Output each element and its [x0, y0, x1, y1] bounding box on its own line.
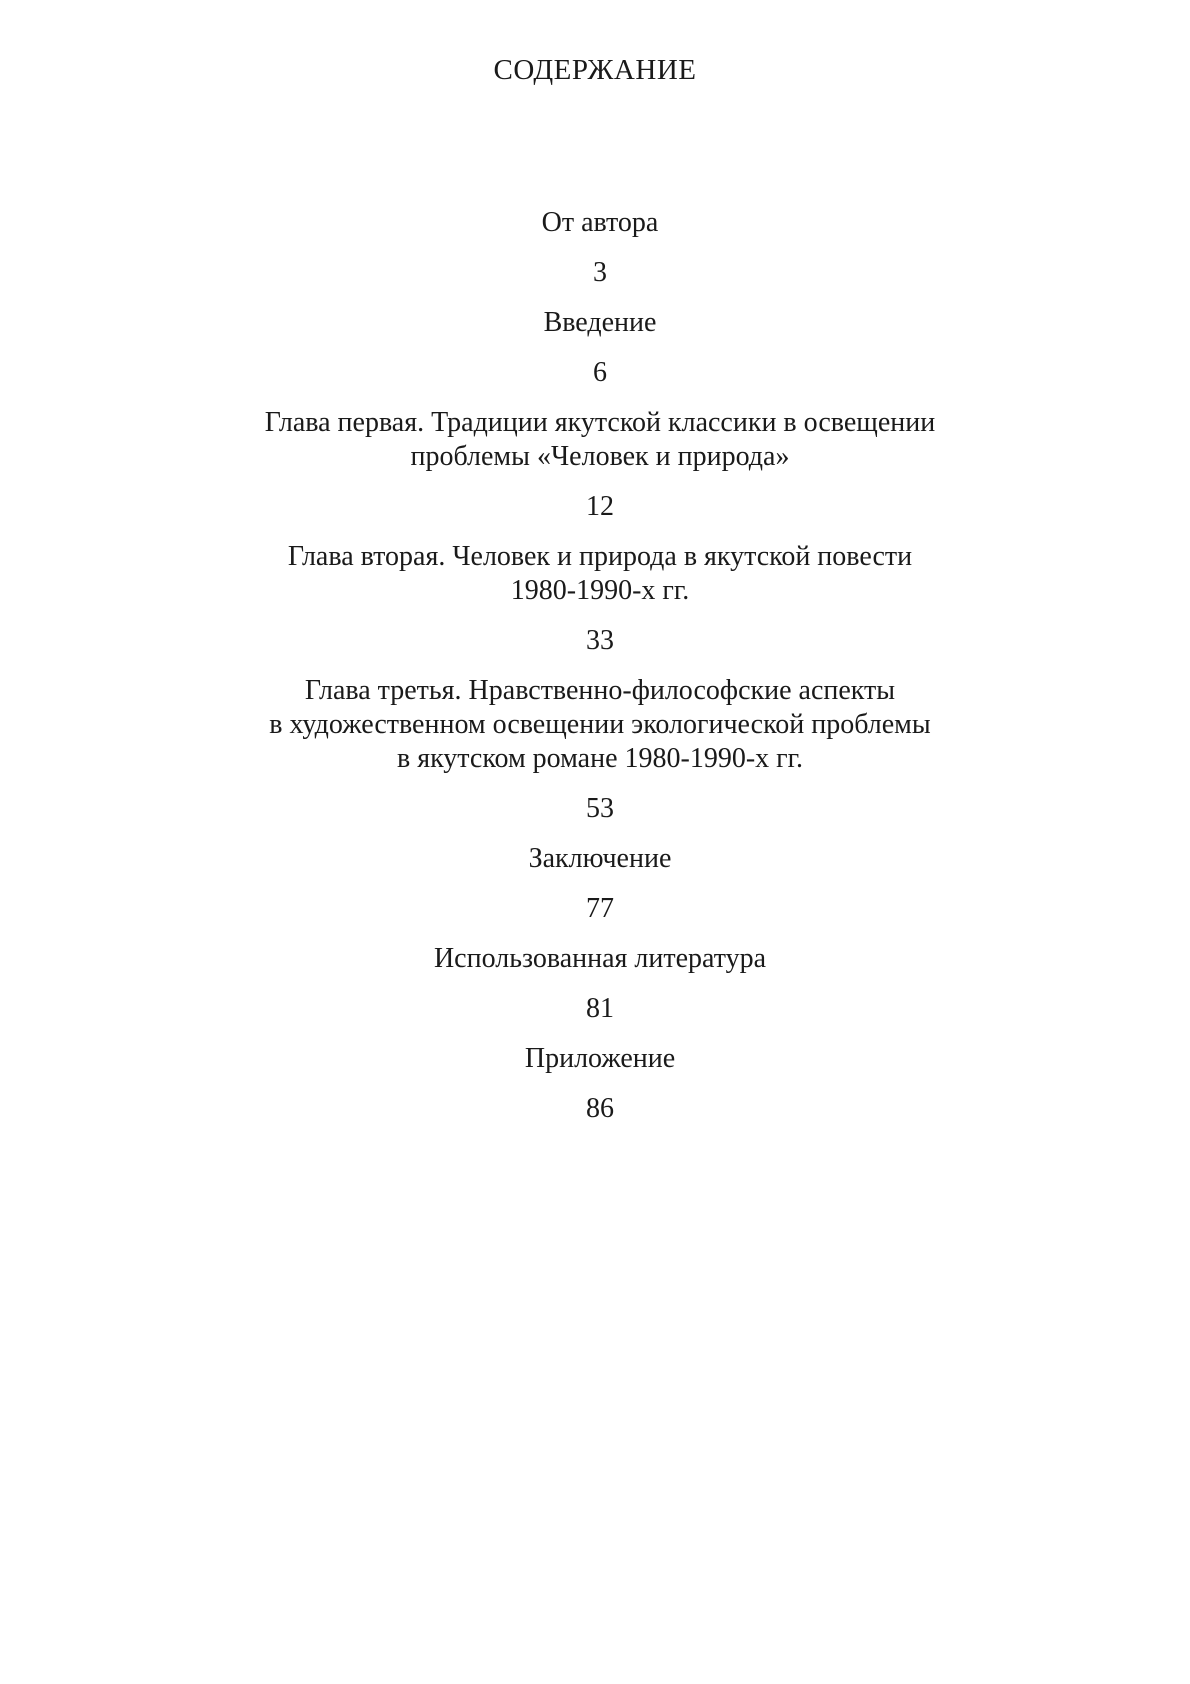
toc-entry-title — [160, 206, 1040, 240]
toc-entry-title-line: в художественном освещении экологической проблемы — [269, 709, 931, 740]
toc-entry-page-number: 12 — [586, 491, 614, 522]
toc-entry-title-line: Глава вторая. Человек и природа в якутской повести — [287, 541, 913, 572]
toc-entry-page-number: 86 — [586, 1093, 614, 1124]
toc-entry-chapter-two — [160, 540, 1040, 658]
toc-entry-title — [160, 674, 1040, 776]
toc-entry-introduction — [160, 306, 1040, 390]
toc-entry-page-number: 6 — [593, 357, 607, 388]
toc-entry-chapter-one — [160, 406, 1040, 524]
toc-entry-conclusion — [160, 842, 1040, 926]
toc-entry-title — [160, 540, 1040, 608]
toc-entry-bibliography — [160, 942, 1040, 1026]
toc-entry-title-line: Введение — [543, 307, 657, 338]
toc-entry-from-author — [160, 206, 1040, 290]
toc-entry-title — [160, 842, 1040, 876]
toc-entry-title-line: Глава третья. Нравственно-философские аспекты — [304, 675, 896, 706]
toc-entry-title-line: Глава первая. Традиции якутской классики в освещении — [264, 407, 936, 438]
toc-entry-page-number: 53 — [586, 793, 614, 824]
toc-entry-title-line: Использованная литература — [433, 943, 767, 974]
page-title: СОДЕРЖАНИЕ — [493, 54, 697, 86]
toc-entry-chapter-three — [160, 674, 1040, 826]
toc-entry-page-number: 81 — [586, 993, 614, 1024]
toc-entry-title — [160, 406, 1040, 474]
toc-entry-title-line: Приложение — [524, 1043, 676, 1074]
table-of-contents — [160, 206, 1040, 1142]
toc-entry-title — [160, 942, 1040, 976]
toc-entry-title-line: Заключение — [528, 843, 672, 874]
toc-entry-title — [160, 306, 1040, 340]
toc-entry-page-number: 3 — [593, 257, 607, 288]
toc-entry-title — [160, 1042, 1040, 1076]
toc-entry-title-line: в якутском романе 1980-1990-х гг. — [397, 743, 803, 774]
toc-entry-appendix — [160, 1042, 1040, 1126]
toc-entry-title-line: От автора — [541, 207, 659, 238]
toc-entry-title-line: 1980-1990-х гг. — [510, 575, 690, 606]
toc-entry-page-number: 77 — [586, 893, 614, 924]
toc-entry-title-line: проблемы «Человек и природа» — [410, 441, 790, 472]
toc-entry-page-number: 33 — [586, 625, 614, 656]
